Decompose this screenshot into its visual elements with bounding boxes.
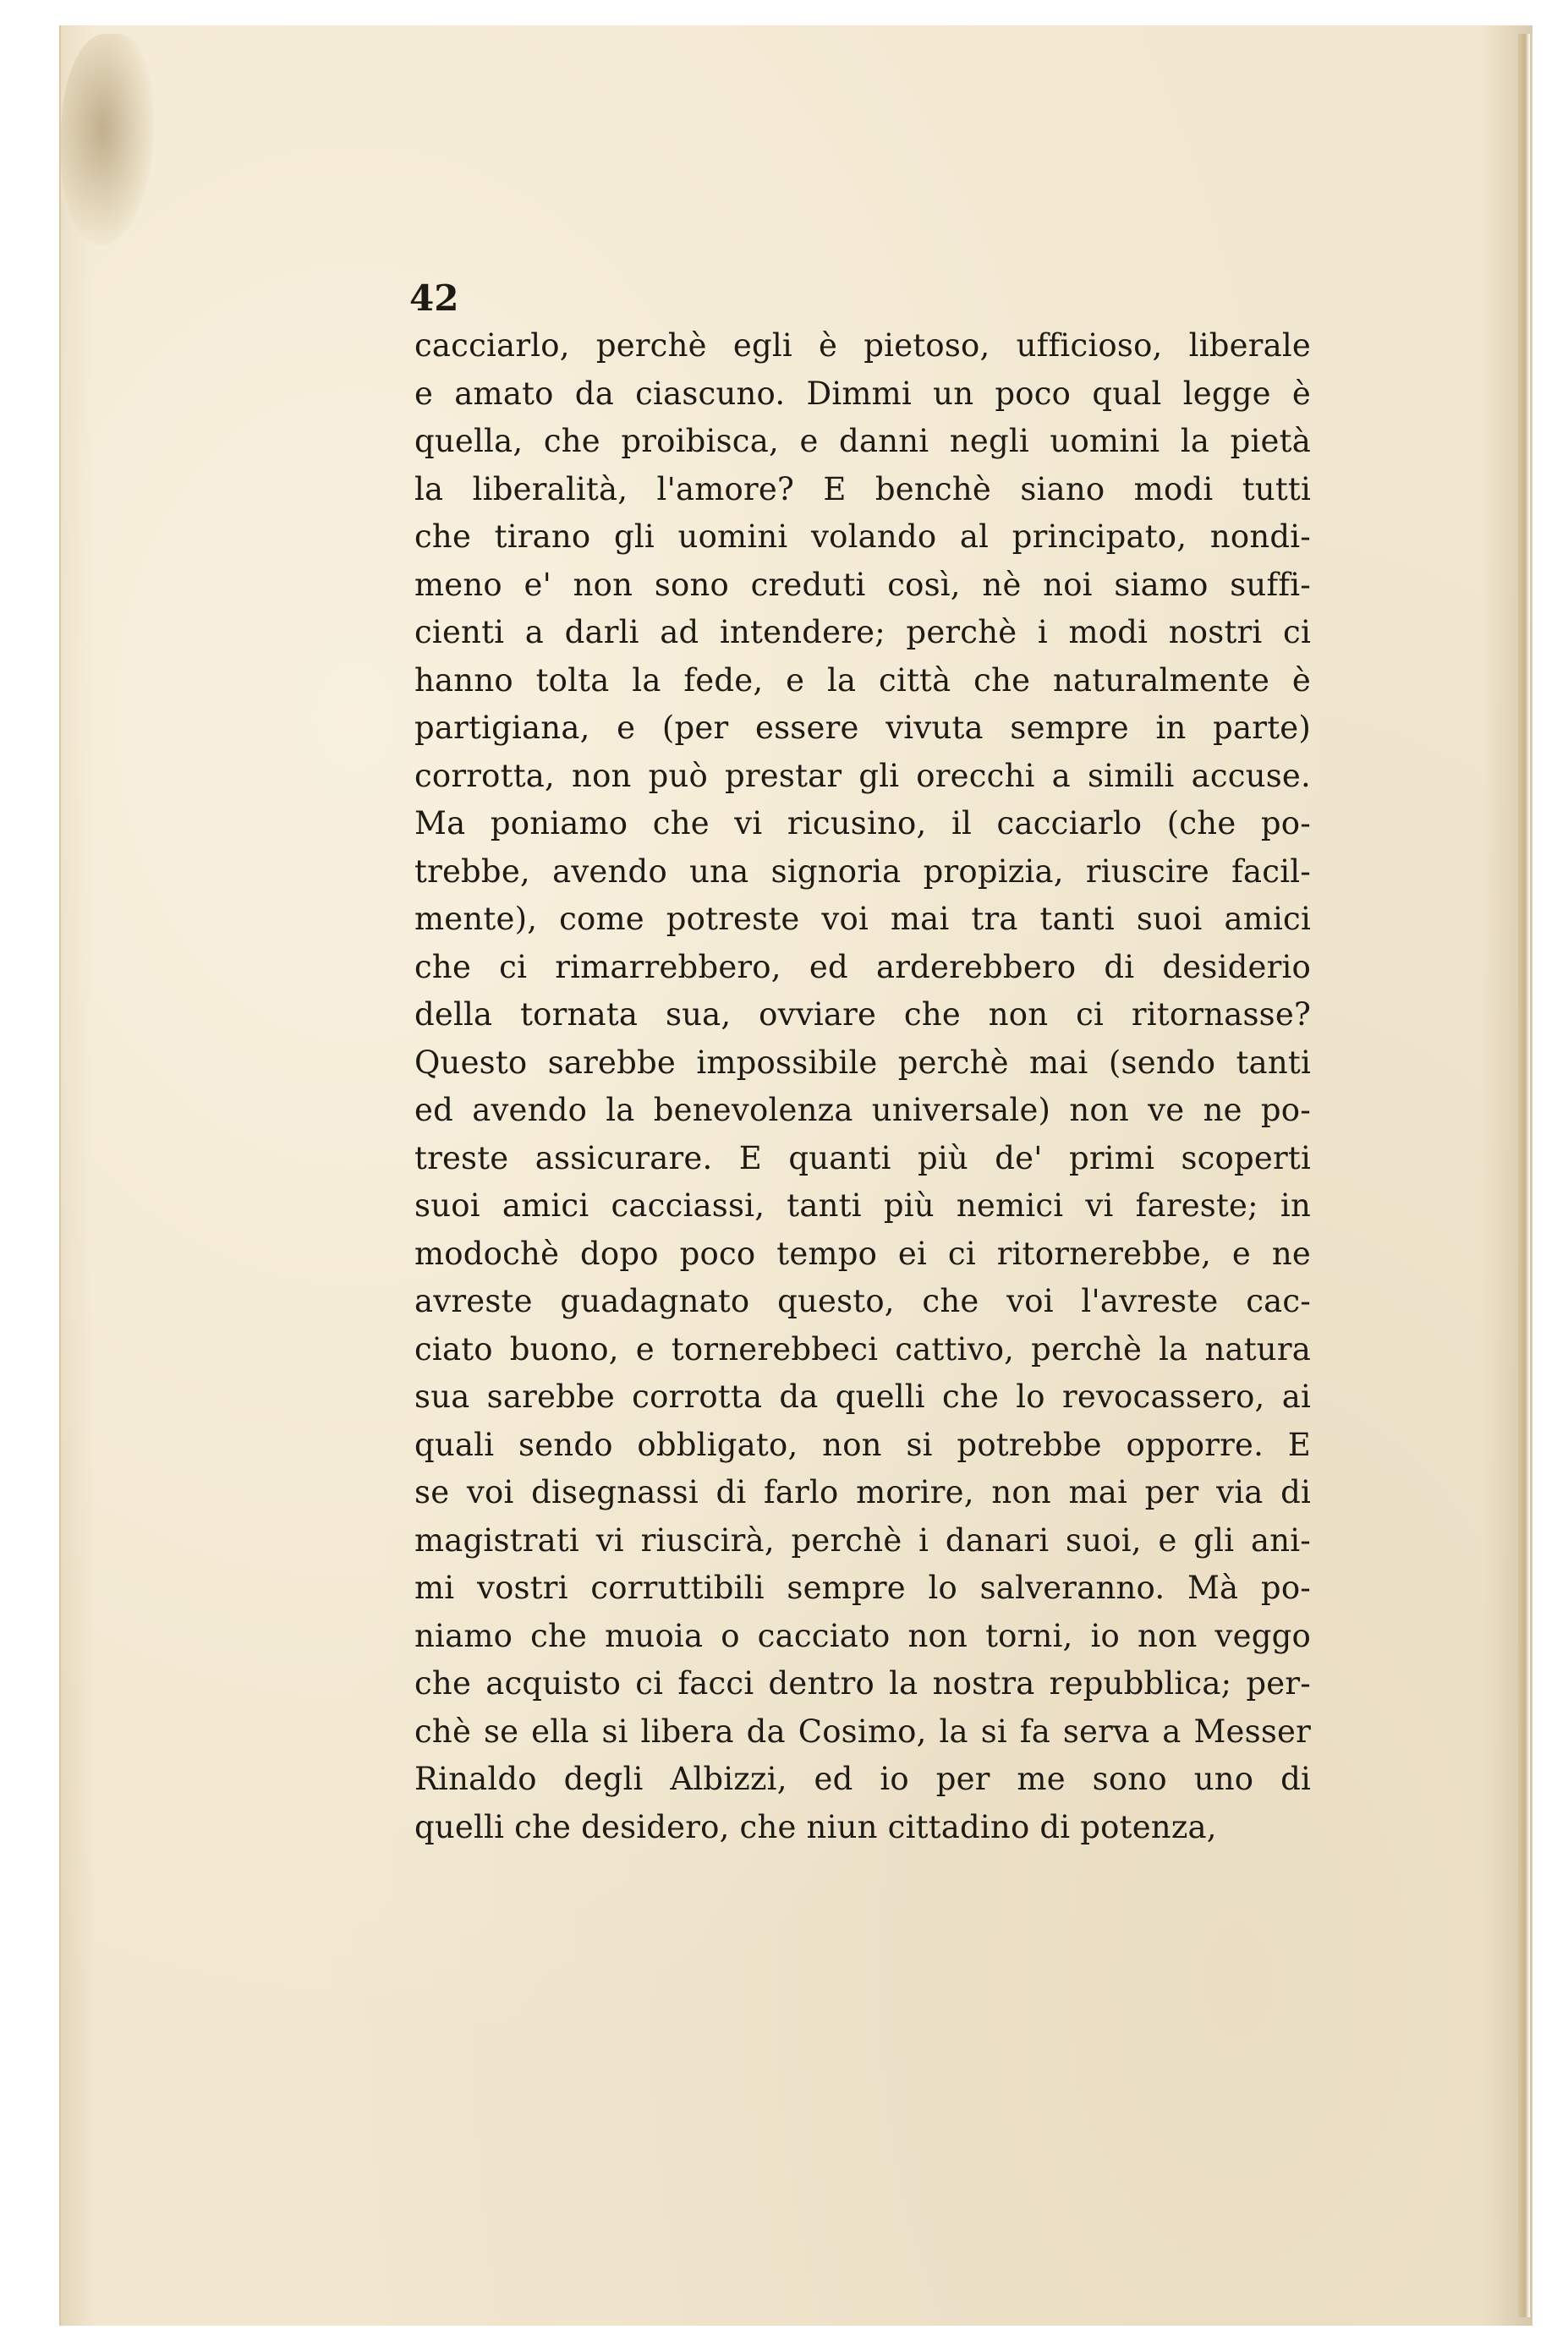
text-line: della tornata sua, ovviare che non ci ritornasse? (414, 996, 1311, 1033)
text-line: che ci rimarrebbero, ed arderebbero di desiderio (414, 948, 1311, 985)
text-line: mi vostri corruttibili sempre lo salveranno. Mà po- (414, 1570, 1311, 1606)
text-line: Questo sarebbe impossibile perchè mai (sendo tanti (414, 1044, 1311, 1081)
text-line: la liberalità, l'amore? E benchè siano modi tutti (414, 470, 1311, 507)
text-line: Ma poniamo che vi ricusino, il cacciarlo (che po- (414, 805, 1311, 841)
text-line: ed avendo la benevolenza universale) non ve ne po- (414, 1092, 1311, 1128)
text-line: corrotta, non può prestar gli orecchi a simili accuse. (414, 757, 1311, 794)
text-line: modochè dopo poco tempo ei ci ritornerebbe, e ne (414, 1235, 1311, 1272)
page-edge (1518, 34, 1530, 2317)
text-line: hanno tolta la fede, e la città che naturalmente è (414, 661, 1311, 699)
text-line: e amato da ciascuno. Dimmi un poco qual legge è (414, 375, 1311, 412)
text-line: treste assicurare. E quanti più de' primi scoperti (414, 1139, 1311, 1176)
text-line: meno e' non sono creduti così, nè noi siamo suffi- (414, 566, 1311, 603)
text-line: sua sarebbe corrotta da quelli che lo revocassero, ai (414, 1379, 1311, 1415)
text-line: chè se ella si libera da Cosimo, la si fa serva a Messer (414, 1713, 1311, 1750)
text-line: se voi disegnassi di farlo morire, non mai per via di (414, 1474, 1311, 1510)
text-line: avreste guadagnato questo, che voi l'avreste cac- (414, 1283, 1311, 1319)
text-line: quali sendo obbligato, non si potrebbe opporre. E (414, 1426, 1311, 1463)
body-text (409, 275, 1311, 1851)
text-line: magistrati vi riuscirà, perchè i danari suoi, e gli ani- (414, 1521, 1311, 1559)
text-line: che acquisto ci facci dentro la nostra repubblica; per- (414, 1665, 1311, 1702)
text-line: che tirano gli uomini volando al principato, nondi- (414, 518, 1311, 555)
text-line: quella, che proibisca, e danni negli uomini la pietà (414, 423, 1311, 459)
text-line: suoi amici cacciassi, tanti più nemici vi fareste; in (414, 1187, 1311, 1224)
text-line: trebbe, avendo una signoria propizia, riuscire facil- (414, 852, 1311, 890)
page-number: 42 (409, 277, 459, 319)
text-line: niamo che muoia o cacciato non torni, io non veggo (414, 1617, 1311, 1654)
text-line: ciato buono, e tornerebbeci cattivo, perchè la natura (414, 1330, 1311, 1368)
text-line: cienti a darli ad intendere; perchè i modi nostri ci (414, 614, 1311, 650)
text-line: cacciarlo, perchè egli è pietoso, ufficioso, liberale (414, 327, 1311, 364)
text-line: partigiana, e (per essere vivuta sempre in parte) (414, 710, 1311, 746)
text-line: mente), come potreste voi mai tra tanti suoi amici (414, 901, 1311, 937)
text-line: quelli che desidero, che niun cittadino di potenza, (414, 1808, 1217, 1845)
text-line: Rinaldo degli Albizzi, ed io per me sono uno di (414, 1761, 1311, 1797)
